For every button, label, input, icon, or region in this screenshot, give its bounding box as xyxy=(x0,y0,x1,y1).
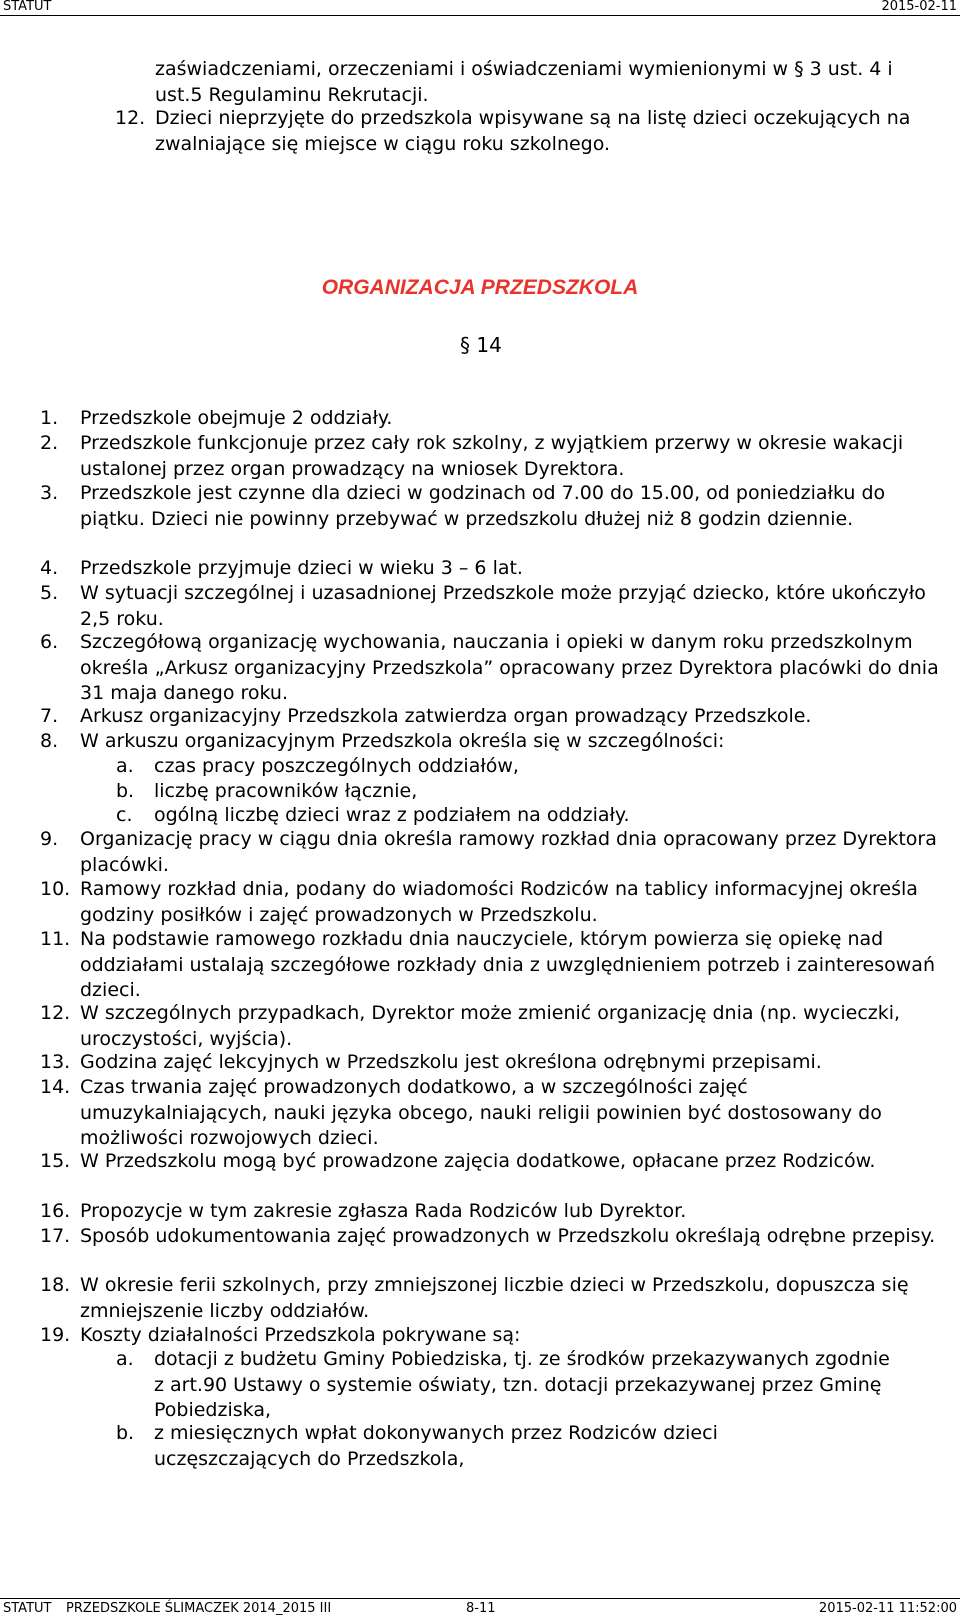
item-number: 7. xyxy=(40,705,59,727)
item-number: 17. xyxy=(40,1225,71,1247)
list-item xyxy=(40,1075,940,1152)
item-number: 14. xyxy=(40,1076,71,1098)
item-text: Czas trwania zajęć prowadzonych dodatkowo, a w szczególności zajęć umuzykalniających, nauki języka obcego, nauki religii powinien być dostosowany do możliwości rozwojowych dzieci. xyxy=(80,1076,882,1149)
item-number: b. xyxy=(116,1422,135,1444)
item-number: 18. xyxy=(40,1274,71,1296)
continuation-text: zaświadczeniami, orzeczeniami i oświadczeniami wymienionymi w § 3 ust. 4 i ust.5 Regulaminu Rekrutacji. xyxy=(155,58,893,106)
list-item xyxy=(40,827,940,878)
item-text: Koszty działalności Przedszkola pokrywane są: xyxy=(80,1324,521,1346)
item-number: c. xyxy=(116,804,133,826)
item-text: z miesięcznych wpłat dokonywanych przez Rodziców dzieci uczęszczających do Przedszkola, xyxy=(154,1422,718,1470)
item-number: 5. xyxy=(40,582,59,604)
sub-list-item xyxy=(116,1421,926,1472)
item-text: Przedszkole przyjmuje dzieci w wieku 3 – 6 lat. xyxy=(80,557,523,579)
list-item xyxy=(40,481,940,532)
list-item xyxy=(40,1001,940,1052)
item-number: 15. xyxy=(40,1150,71,1172)
item-text: czas pracy poszczególnych oddziałów, xyxy=(154,755,519,777)
item-text: W szczególnych przypadkach, Dyrektor może zmienić organizację dnia (np. wycieczki, uroczystości, wyjścia). xyxy=(80,1002,901,1050)
item-number: b. xyxy=(116,780,135,802)
item-number: 8. xyxy=(40,730,59,752)
item-text: W okresie ferii szkolnych, przy zmniejszonej liczbie dzieci w Przedszkolu, dopuszcza się zmniejszenie liczby oddziałów. xyxy=(80,1274,909,1322)
item-number: a. xyxy=(116,755,134,777)
list-item xyxy=(40,1224,940,1250)
section-title: ORGANIZACJA PRZEDSZKOLA xyxy=(321,276,639,299)
item-number: 16. xyxy=(40,1200,71,1222)
header-date: 2015-02-11 xyxy=(881,0,957,14)
page-header xyxy=(0,0,960,16)
item-text: Przedszkole funkcjonuje przez cały rok szkolny, z wyjątkiem przerwy w okresie wakacji ustalonej przez organ prowadzący na wniosek Dyrektora. xyxy=(80,432,904,480)
item-number: 13. xyxy=(40,1051,71,1073)
item-number: a. xyxy=(116,1348,134,1370)
item-number: 4. xyxy=(40,557,59,579)
item-text: W Przedszkolu mogą być prowadzone zajęcia dodatkowe, opłacane przez Rodziców. xyxy=(80,1150,876,1172)
item-number: 1. xyxy=(40,407,59,429)
item-text: dotacji z budżetu Gminy Pobiedziska, tj. ze środków przekazywanych zgodnie z art.90 Ustawy o systemie oświaty, tzn. dotacji przekazywanej przez Gminę Pobiedziska, xyxy=(154,1348,890,1421)
item-text: Organizację pracy w ciągu dnia określa ramowy rozkład dnia opracowany przez Dyrektora placówki. xyxy=(80,828,937,876)
list-item xyxy=(40,927,940,1004)
item-text: Sposób udokumentowania zajęć prowadzonych w Przedszkolu określają odrębne przepisy. xyxy=(80,1225,936,1247)
item-number: 12. xyxy=(40,1002,71,1024)
list-item xyxy=(40,1149,940,1175)
item-text: Przedszkole obejmuje 2 oddziały. xyxy=(80,407,393,429)
item-number: 10. xyxy=(40,878,71,900)
sub-list-item xyxy=(116,803,926,829)
list-item xyxy=(40,1050,940,1076)
list-item xyxy=(40,630,940,707)
item-number: 19. xyxy=(40,1324,71,1346)
list-item xyxy=(40,877,940,928)
item-number: 11. xyxy=(40,928,71,950)
item-text: Arkusz organizacyjny Przedszkola zatwierdza organ prowadzący Przedszkole. xyxy=(80,705,812,727)
list-item xyxy=(40,1273,940,1324)
item-text: Przedszkole jest czynne dla dzieci w godzinach od 7.00 do 15.00, od poniedziałku do piątku. Dzieci nie powinny przebywać w przedszkolu dłużej niż 8 godzin dziennie. xyxy=(80,482,886,530)
item-text: ogólną liczbę dzieci wraz z podziałem na oddziały. xyxy=(154,804,630,826)
item-text: Godzina zajęć lekcyjnych w Przedszkolu jest określona odrębnymi przepisami. xyxy=(80,1051,822,1073)
paragraph-number: § 14 xyxy=(460,333,502,357)
item-text: liczbę pracowników łącznie, xyxy=(154,780,418,802)
item-text: Propozycje w tym zakresie zgłasza Rada Rodziców lub Dyrektor. xyxy=(80,1200,687,1222)
list-item xyxy=(40,1323,940,1349)
item-number: 3. xyxy=(40,482,59,504)
sub-list-item xyxy=(116,1347,926,1424)
item-text: Ramowy rozkład dnia, podany do wiadomości Rodziców na tablicy informacyjnej określa godziny posiłków i zajęć prowadzonych w Przedszkolu. xyxy=(80,878,918,926)
item-text: Szczegółową organizację wychowania, nauczania i opieki w danym roku przedszkolnym określa „Arkusz organizacyjny Przedszkola” opracowany przez Dyrektora placówki do dnia 31 maja danego roku. xyxy=(80,631,939,704)
footer-datetime: 2015-02-11 11:52:00 xyxy=(818,1601,957,1616)
item-text: W sytuacji szczególnej i uzasadnionej Przedszkole może przyjąć dziecko, które ukończyło 2,5 roku. xyxy=(80,582,926,630)
item-number: 2. xyxy=(40,432,59,454)
list-item xyxy=(40,704,940,730)
page-footer xyxy=(0,1598,960,1618)
list-item xyxy=(40,729,940,755)
list-item xyxy=(40,431,940,482)
sub-list-item xyxy=(116,754,926,780)
footer-page-number: 8-11 xyxy=(466,1601,496,1616)
list-item xyxy=(40,406,940,432)
sub-list-item xyxy=(116,779,926,805)
item-number: 6. xyxy=(40,631,59,653)
item-text: W arkuszu organizacyjnym Przedszkola określa się w szczególności: xyxy=(80,730,725,752)
header-label: STATUT xyxy=(3,0,52,14)
list-item xyxy=(40,556,940,582)
list-item xyxy=(115,106,925,157)
footer-document-name: PRZEDSZKOLE ŚLIMACZEK 2014_2015 III xyxy=(66,1601,332,1616)
item-number: 12. xyxy=(115,107,146,129)
item-text: Na podstawie ramowego rozkładu dnia nauczyciele, którym powierza się opiekę nad oddziałami ustalają szczegółowe rozkłady dnia z uwzględnieniem potrzeb i zainteresowań dzieci. xyxy=(80,928,935,1001)
item-text: Dzieci nieprzyjęte do przedszkola wpisywane są na listę dzieci oczekujących na zwalniające się miejsce w ciągu roku szkolnego. xyxy=(155,107,911,155)
list-item xyxy=(40,1199,940,1225)
item-number: 9. xyxy=(40,828,59,850)
list-item xyxy=(40,581,940,632)
footer-label: STATUT xyxy=(3,1601,52,1616)
